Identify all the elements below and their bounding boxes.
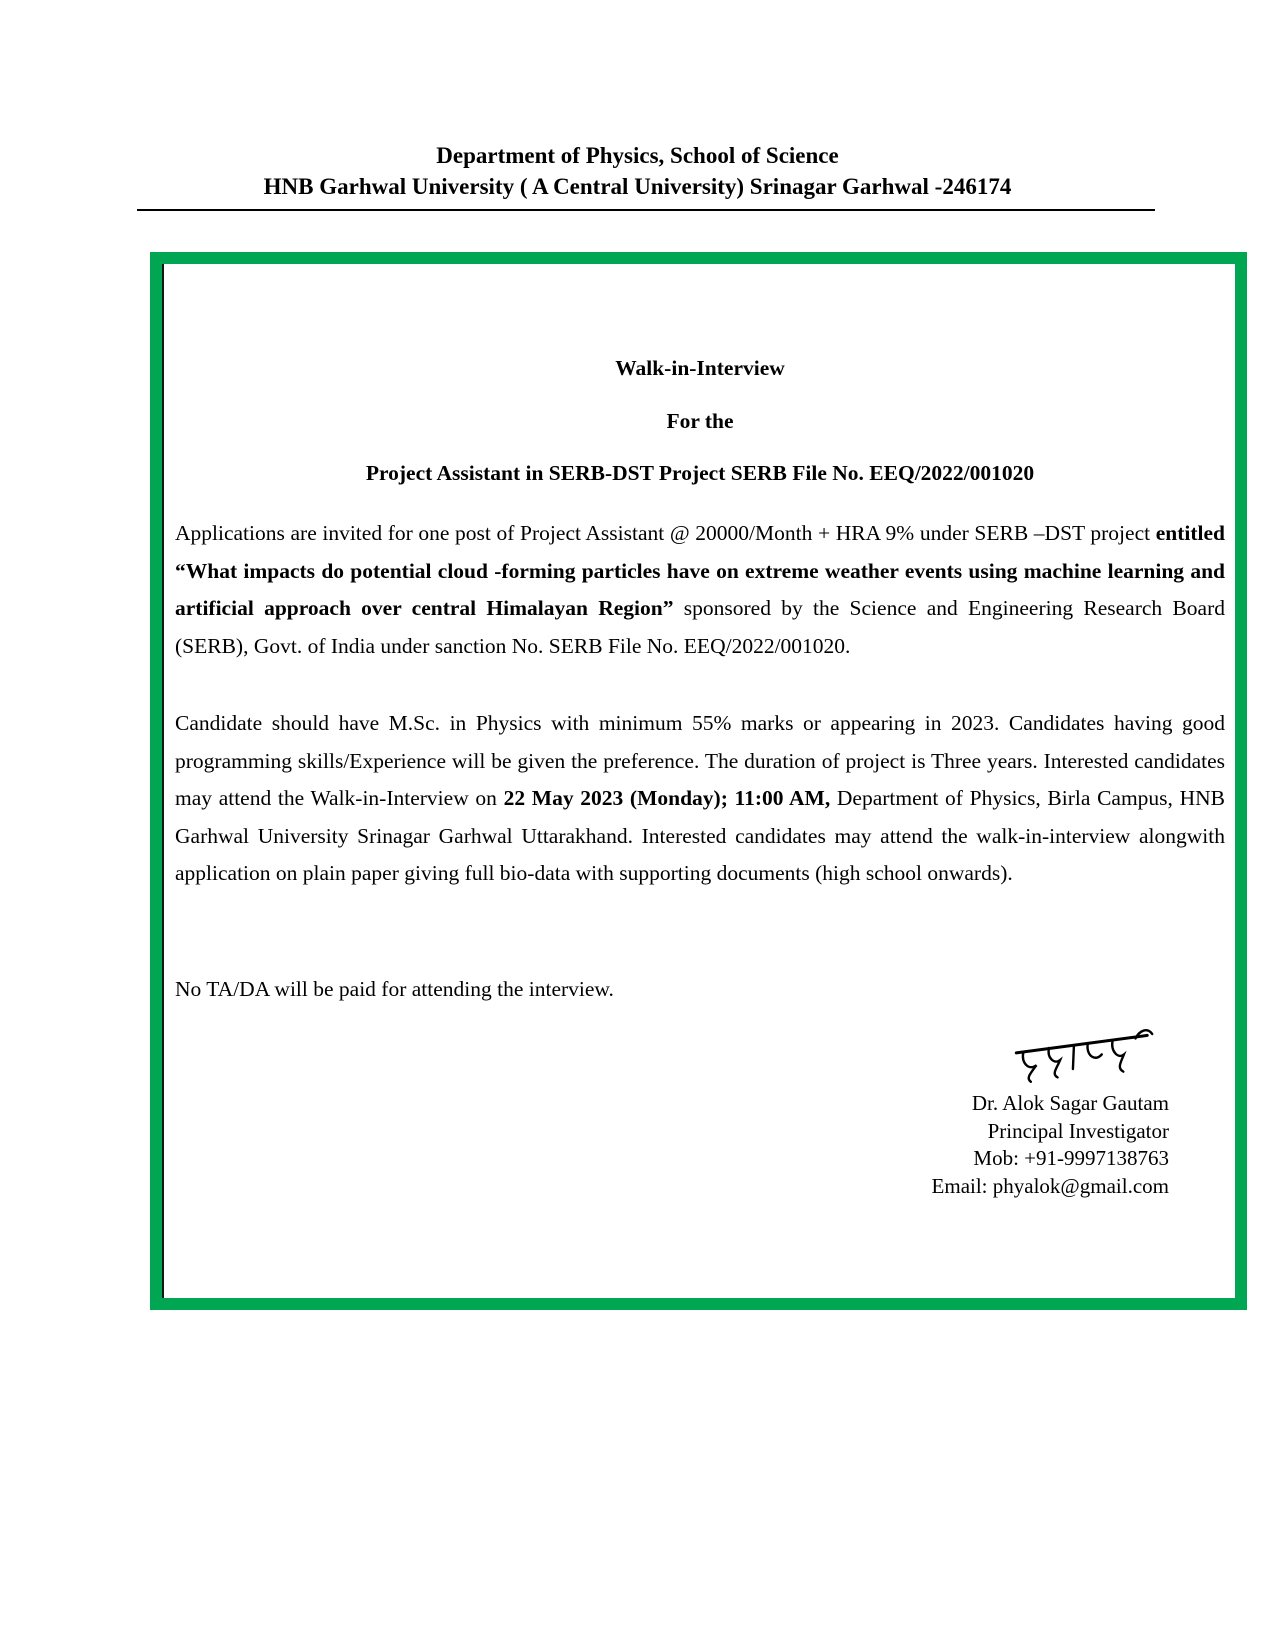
inner-border-line [162,264,164,1298]
para1-segment-3: sponsored by the Science and Engineering Research Board (SERB), Govt. of India under sanction No. SERB File No. EEQ/2022/001020. [175,596,1225,658]
paragraph-eligibility [175,705,1225,893]
para2-interview-date-bold: 22 May 2023 (Monday); 11:00 AM, [503,786,831,810]
para1-segment-1: Applications are invited for one post of Project Assistant @ 20000/Month + HRA 9% under SERB –DST project [175,521,1156,545]
signatory-email: Email: phyalok@gmail.com [931,1173,1169,1198]
notice-subtitle: For the [666,409,734,433]
signatory-mobile: Mob: +91-9997138763 [973,1146,1169,1170]
letterhead-line2: HNB Garhwal University ( A Central University) Srinagar Garhwal -246174 [263,174,1012,199]
letterhead-line1: Department of Physics, School of Science [436,143,839,168]
notice-position-title: Project Assistant in SERB-DST Project SERB File No. EEQ/2022/001020 [365,461,1035,485]
signature-block [175,1032,1225,1200]
paragraph-no-tada: No TA/DA will be paid for attending the interview. [175,976,614,1001]
para1-project-title-bold: entitled “What impacts do potential cloud -forming particles have on extreme weather events using machine learning and artificial approach over central Himalayan Region” [175,521,1225,620]
para2-segment-3: Department of Physics, Birla Campus, HNB Garhwal University Srinagar Garhwal Uttarakhand. Interested candidates may attend the walk-in-interview alongwith application on plain paper giving full bio-data with supporting documents (high school onwards). [175,786,1225,885]
letterhead [0,0,1275,202]
signatory-designation: Principal Investigator [987,1118,1169,1143]
paragraph-applications [175,515,1225,665]
notice-content [162,356,1235,1200]
signatory-name: Dr. Alok Sagar Gautam [971,1091,1169,1115]
notice-box [150,252,1247,1310]
notice-title: Walk-in-Interview [615,356,785,380]
header-divider [137,209,1155,211]
para2-segment-1: Candidate should have M.Sc. in Physics with minimum 55% marks or appearing in 2023. Candidates having good programming skills/Experience will be given the preference. The duration of project is Three years. Interested candidates may attend the Walk-in-Interview on [175,711,1225,810]
signature-handwriting-image [1007,1026,1161,1091]
